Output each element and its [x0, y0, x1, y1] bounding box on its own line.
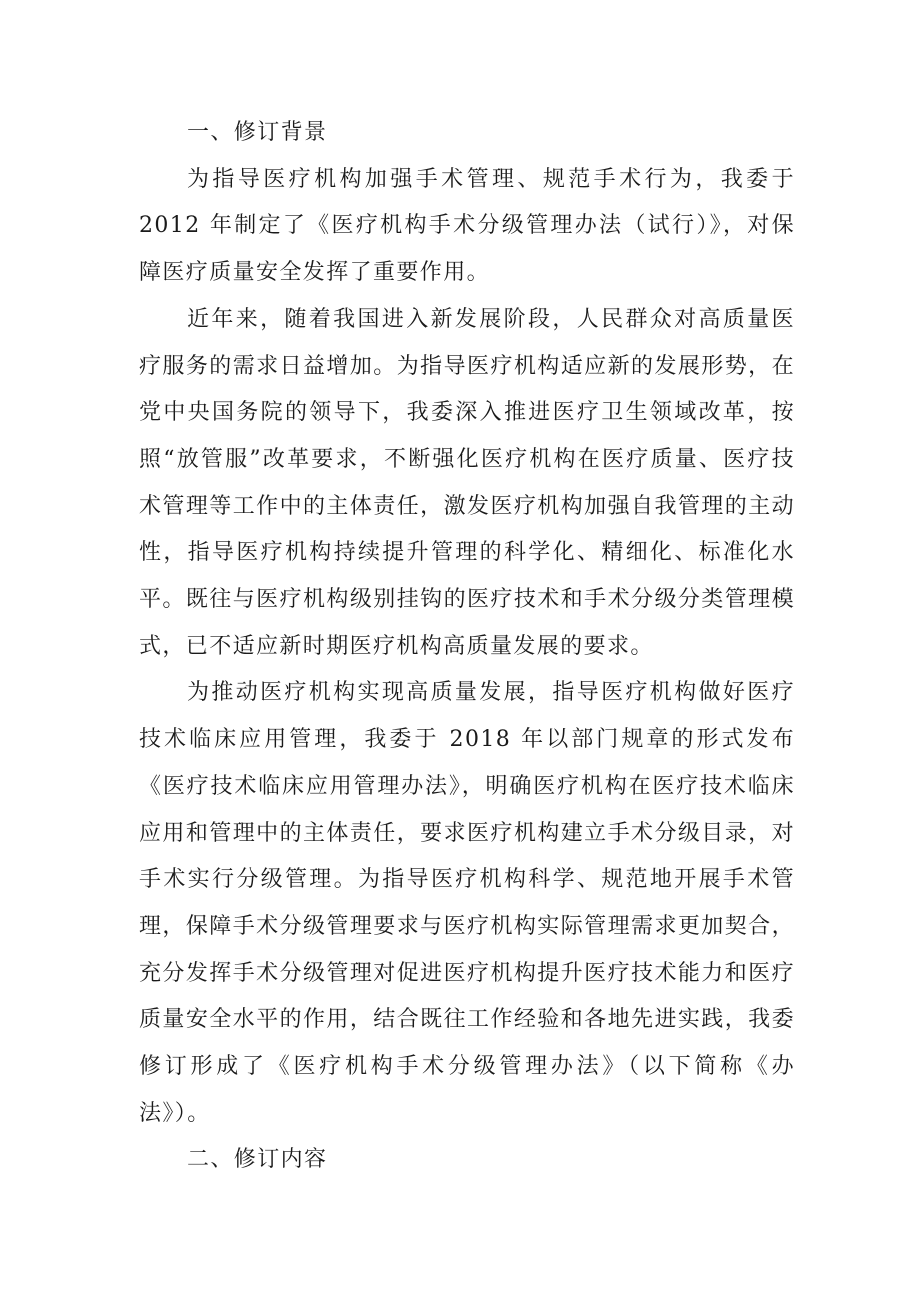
- section-heading-background: 一、修订背景: [187, 120, 328, 145]
- paragraph-1: 为指导医疗机构加强手术管理、规范手术行为，我委于 2012 年制定了《医疗机构手术分级管理办法（试行）》，对保障医疗质量安全发挥了重要作用。: [139, 166, 795, 286]
- document-body: [139, 110, 795, 1184]
- paragraph-3: 为推动医疗机构实现高质量发展，指导医疗机构做好医疗技术临床应用管理，我委于 2018 年以部门规章的形式发布《医疗技术临床应用管理办法》，明确医疗机构在医疗技术临床应用和管理中的主体责任，要求医疗机构建立手术分级目录，对手术实行分级管理。为指导医疗机构科学、规范地开展手术管理，保障手术分级管理要求与医疗机构实际管理需求更加契合，充分发挥手术分级管理对促进医疗机构提升医疗技术能力和医疗质量安全水平的作用，结合既往工作经验和各地先进实践，我委修订形成了《医疗机构手术分级管理办法》（以下简称《办法》）。: [139, 680, 795, 1126]
- section-heading-content: 二、修订内容: [187, 1147, 328, 1173]
- paragraph-2: 近年来，随着我国进入新发展阶段，人民群众对高质量医疗服务的需求日益增加。为指导医疗机构适应新的发展形势，在党中央国务院的领导下，我委深入推进医疗卫生领域改革，按照“放管服”改革要求，不断强化医疗机构在医疗质量、医疗技术管理等工作中的主体责任，激发医疗机构加强自我管理的主动性，指导医疗机构持续提升管理的科学化、精细化、标准化水平。既往与医疗机构级别挂钩的医疗技术和手术分级分类管理模式，已不适应新时期医疗机构高质量发展的要求。: [139, 306, 795, 659]
